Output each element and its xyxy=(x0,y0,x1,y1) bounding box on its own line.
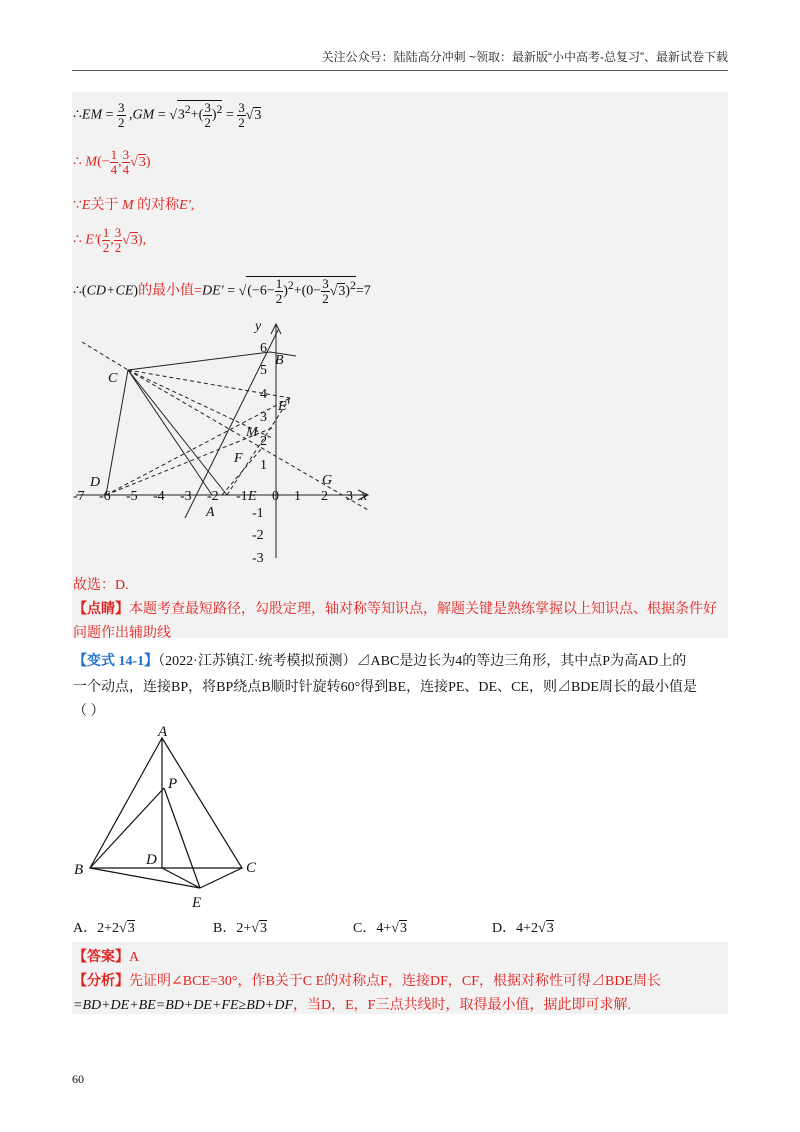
variant-line-2: 一个动点，连接BP，将BP绕点B顺时针旋转60°得到BE，连接PE、DE、CE，则⊿BDE周长的最小值是 xyxy=(73,680,697,695)
option-c[interactable]: C．4+√ 3 xyxy=(353,917,407,937)
coordinate-graph xyxy=(72,318,374,562)
header-rule xyxy=(72,70,728,71)
y-tick: -1 xyxy=(252,506,264,521)
point-c-label: C xyxy=(108,371,118,386)
sqrt-body: $3^2+$( $\frac{3}{2}$ )$^2$ xyxy=(177,100,223,130)
point-e-label: E xyxy=(248,489,257,504)
conclusion-text: 故选：D. xyxy=(73,578,129,593)
y-tick: -2 xyxy=(252,528,264,543)
point-d-label: D xyxy=(90,475,101,490)
solution-line-4: ∴ E′( $\frac{1}{2}$ , $\frac{3}{2}$ √ 3), xyxy=(73,226,146,255)
solution-line-5: ∴(CD+CE)的最小值=DE′ = √ (−6− $\frac{1}{2}$ )$^2$+(0− $\frac{3}{2}$ √ 3)$^2$=7 xyxy=(73,276,371,306)
x-tick: -3 xyxy=(180,489,192,504)
y-tick: -3 xyxy=(252,551,264,562)
point-m-label: M xyxy=(246,425,258,440)
variant-line-1: 【变式 14-1】（2022·江苏镇江·统考模拟预测）⊿ABC是边长为4的等边三角形，其中点P为高AD上的 xyxy=(73,654,687,669)
x-tick: -5 xyxy=(126,489,138,504)
triangle-figure xyxy=(72,724,272,910)
y-tick: 5 xyxy=(260,363,267,378)
variant-line-3: （ ） xyxy=(73,704,105,719)
point-b-label: B xyxy=(275,353,284,368)
x-tick: -4 xyxy=(153,489,165,504)
y-tick: 4 xyxy=(260,387,267,402)
solution-line-2: ∴ M(− $\frac{1}{4}$ , $\frac{3}{4}$ √ 3) xyxy=(73,148,151,177)
segment-ce xyxy=(200,868,242,888)
point-e-prime-label: E′ xyxy=(278,399,290,414)
y-tick: 6 xyxy=(260,341,267,356)
point-d-label: D xyxy=(146,852,157,868)
x-tick: -7 xyxy=(73,489,85,504)
analysis-line-2: =BD+DE+BE=BD+DE+FE≥BD+DF，当D，E，F三点共线时，取得最小值，据此即可求解. xyxy=(73,998,631,1013)
y-axis-label: y xyxy=(255,319,262,334)
y-tick: 1 xyxy=(260,458,267,473)
option-a[interactable]: A．2+2√ 3 xyxy=(73,917,135,937)
x-tick: -2 xyxy=(207,489,219,504)
segment-be xyxy=(90,868,200,888)
x-tick: 3 xyxy=(346,489,353,504)
vertex-b-label: B xyxy=(74,862,84,878)
option-b[interactable]: B．2+√ 3 xyxy=(213,917,267,937)
sqrt-symbol xyxy=(169,108,177,123)
point-f-label: F xyxy=(234,451,243,466)
point-e-label: E xyxy=(192,895,202,910)
vertex-a-label: A xyxy=(158,724,168,740)
point-p-label: P xyxy=(168,776,178,792)
y-tick: 2 xyxy=(260,434,267,449)
solution-line-1: ∴EM = $\frac{3}{2}$ ,GM = √ $3^2+$( $\frac{3}{2}$ )$^2$ = $\frac{3}{2}$ √ 3 xyxy=(73,100,261,130)
segment-pe xyxy=(164,788,200,888)
x-tick: 0 xyxy=(272,489,279,504)
y-tick: 3 xyxy=(260,410,267,425)
triangle-abc xyxy=(90,738,242,868)
x-axis-label: x xyxy=(361,489,368,504)
x-tick: -6 xyxy=(99,489,111,504)
vertex-c-label: C xyxy=(246,860,257,876)
analysis-line-1: 【分析】先证明∠BCE=30°，作B关于C E的对称点F，连接DF，CF，根据对称性可得⊿BDE周长 xyxy=(73,974,661,989)
x-tick: 2 xyxy=(321,489,328,504)
point-a-label: A xyxy=(206,505,215,520)
x-tick: -1 xyxy=(236,489,248,504)
answer-line: 【答案】A xyxy=(73,950,140,965)
fraction-3-2: $\frac{3}{2}$ xyxy=(118,100,125,130)
solution-line-3: ∵E关于 M 的对称E′, xyxy=(73,198,195,213)
point-g-label: G xyxy=(322,473,333,488)
page-header: 关注公众号：陆陆高分冲刺 ~领取：最新版“小中高考-总复习”、最新试卷下载 xyxy=(321,50,728,64)
page-number: 60 xyxy=(72,1072,84,1086)
comment-line-2: 问题作出辅助线 xyxy=(73,626,171,641)
x-tick: 1 xyxy=(294,489,301,504)
comment-line-1: 【点睛】本题考查最短路径，勾股定理，轴对称等知识点，解题关键是熟练掌握以上知识点、根据条件好 xyxy=(73,602,717,617)
option-d[interactable]: D．4+2√ 3 xyxy=(492,917,554,937)
